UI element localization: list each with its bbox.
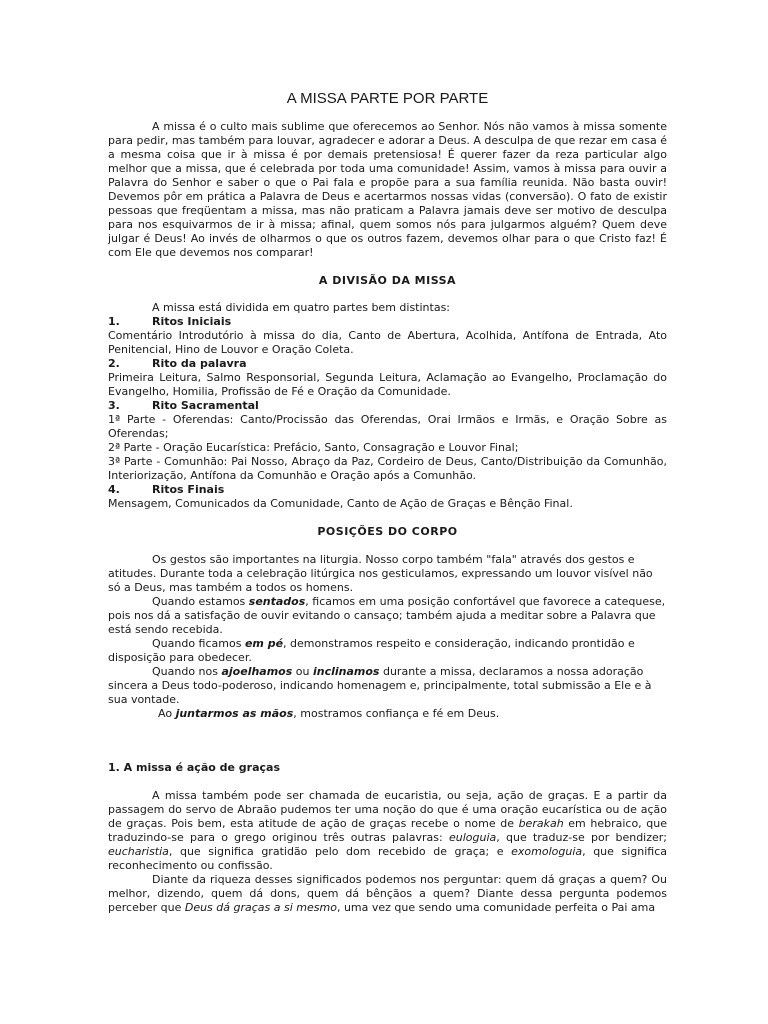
part-4 (108, 483, 667, 511)
part-name: Ritos Iniciais (152, 315, 232, 328)
term-eucharistia: eucharistia (108, 845, 169, 858)
phrase-deus-da-gracas: Deus dá graças a si mesmo (184, 901, 337, 914)
part-2 (108, 357, 667, 399)
text-run: Quando ficamos (152, 637, 245, 650)
part-text: Comentário Introdutório à missa do dia, Canto de Abertura, Acolhida, Antífona de Entrada, Ato Penitencial, Hino de Louvor e Oração Coleta. (108, 329, 667, 356)
section-heading-acao-de-gracas: 1. A missa é ação de graças (108, 761, 281, 774)
text-run: Diante da riqueza desses significados podemos nos perguntar: quem dá graças a quem? Ou melhor, dizendo, quem dá dons, quem dá bênçãos a quem? Diante dessa pergunta podemos perceber que (108, 873, 667, 914)
part-number: 2. (108, 357, 120, 370)
text-run: , que significa gratidão pelo dom recebido de graça; e (168, 845, 512, 858)
text-run: durante a missa, declaramos a nossa adoração sincera a Deus todo-poderoso, indicando homenagem e, principalmente, total submissão a Ele e à sua vontade. (108, 665, 652, 706)
text-run: Quando nos (152, 665, 222, 678)
acao-paragraph-1 (108, 789, 667, 873)
text-run: A missa também pode ser chamada de eucaristia, ou seja, ação de graças. E a partir da passagem do servo de Abraão pudemos ter uma noção do que é uma oração eucarística ou de ação de graças. Pois bem, esta atitude de ação de graças recebe o nome de (108, 789, 667, 830)
part-heading (108, 483, 667, 497)
posicoes-paragraph-em-pe (108, 637, 667, 665)
part-number: 1. (108, 315, 120, 328)
text-run: Quando estamos (152, 595, 249, 608)
section-heading-posicoes: POSIÇÕES DO CORPO (317, 525, 458, 538)
text-run: , ficamos em uma posição confortável que favorece a catequese, pois nos dá a satisfação de ouvir evitando o cansaço; também ajuda a meditar sobre a Palavra que está sendo recebida. (108, 595, 666, 636)
part-heading (108, 357, 667, 371)
text-run: em hebraico, que traduzindo-se para o grego originou três outras palavras: (108, 817, 667, 844)
emphasis-em-pe: em pé (244, 637, 284, 650)
emphasis-inclinamos: inclinamos (313, 665, 380, 678)
acao-paragraph-2 (108, 873, 667, 915)
intro-paragraph: A missa é o culto mais sublime que oferecemos ao Senhor. Nós não vamos à missa somente para pedir, mas também para louvar, agradecer e adorar a Deus. A desculpa de que rezar em casa é a mesma coisa que ir à missa é por demais pretensiosa! É querer fazer da reza particular algo melhor que a missa, que é celebrada por toda uma comunidade! Assim, vamos à missa para ouvir a Palavra do Senhor e saber o que o Pai fala e propõe para a sua família reunida. Não basta ouvir! Devemos pôr em prática a Palavra de Deus e acertarmos nossas vidas (conversão). O fato de existir pessoas que freqüentam a missa, mas não praticam a Palavra jamais deve ser motivo de desculpa para nos esquivarmos de ir à missa; afinal, quem somos nós para julgarmos alguém? Quem deve julgar é Deus! Ao invés de olharmos o que os outros fazem, devemos olhar para o que Cristo faz! É com Ele que devemos nos comparar! (108, 120, 667, 259)
page-title: A MISSA PARTE POR PARTE (286, 90, 489, 107)
posicoes-paragraph-1: Os gestos são importantes na liturgia. Nosso corpo também "fala" através dos gestos e atitudes. Durante toda a celebração litúrgica nos gesticulamos, expressando um louvor visível não só a Deus, mas também a todos os homens. (108, 553, 653, 594)
term-berakah: berakah (518, 817, 564, 830)
text-run: , que traduz-se por bendizer; (496, 831, 667, 844)
part-number: 3. (108, 399, 120, 412)
text-run: , mostramos confiança e fé em Deus. (293, 707, 500, 720)
term-euloguia: euloguia (448, 831, 497, 844)
part-heading (108, 399, 667, 413)
part-text: 3ª Parte - Comunhão: Pai Nosso, Abraço da Paz, Cordeiro de Deus, Canto/Distribuição da Comunhão, Interiorização, Antífona da Comunhão e Oração após a Comunhão. (108, 455, 667, 482)
posicoes-paragraph-ajoelhamos (108, 665, 667, 707)
term-exomologuia: exomologuia (511, 845, 583, 858)
section-heading-divisao: A DIVISÃO DA MISSA (318, 274, 457, 287)
part-text: Primeira Leitura, Salmo Responsorial, Segunda Leitura, Aclamação ao Evangelho, Proclamação do Evangelho, Homilia, Profissão de Fé e Oração da Comunidade. (108, 371, 667, 398)
part-number: 4. (108, 483, 120, 496)
part-3 (108, 399, 667, 483)
part-name: Rito da palavra (152, 357, 247, 370)
part-text: 2ª Parte - Oração Eucarística: Prefácio, Santo, Consagração e Louvor Final; (108, 441, 519, 454)
text-run: , demonstramos respeito e consideração, indicando prontidão e disposição para obedecer. (108, 637, 635, 664)
part-1 (108, 315, 667, 357)
part-name: Ritos Finais (152, 483, 225, 496)
part-text: Mensagem, Comunicados da Comunidade, Canto de Ação de Graças e Bênção Final. (108, 497, 573, 510)
text-run: Ao (158, 707, 176, 720)
document-content (108, 90, 667, 915)
posicoes-paragraph-sentados (108, 595, 667, 637)
part-heading (108, 315, 667, 329)
text-run: , uma vez que sendo uma comunidade perfeita o Pai ama (336, 901, 656, 914)
part-text: 1ª Parte - Oferendas: Canto/Procissão das Oferendas, Orai Irmãos e Irmãs, e Oração Sobre as Oferendas; (108, 413, 667, 440)
emphasis-sentados: sentados (248, 595, 306, 608)
text-run: , que significa reconhecimento ou confissão. (108, 845, 667, 872)
divisao-lead: A missa está dividida em quatro partes bem distintas: (152, 301, 451, 314)
emphasis-ajoelhamos: ajoelhamos (221, 665, 293, 678)
posicoes-paragraph-maos (108, 707, 667, 721)
text-run: ou (292, 665, 313, 678)
part-name: Rito Sacramental (152, 399, 259, 412)
emphasis-juntarmos-as-maos: juntarmos as mãos (175, 707, 294, 720)
